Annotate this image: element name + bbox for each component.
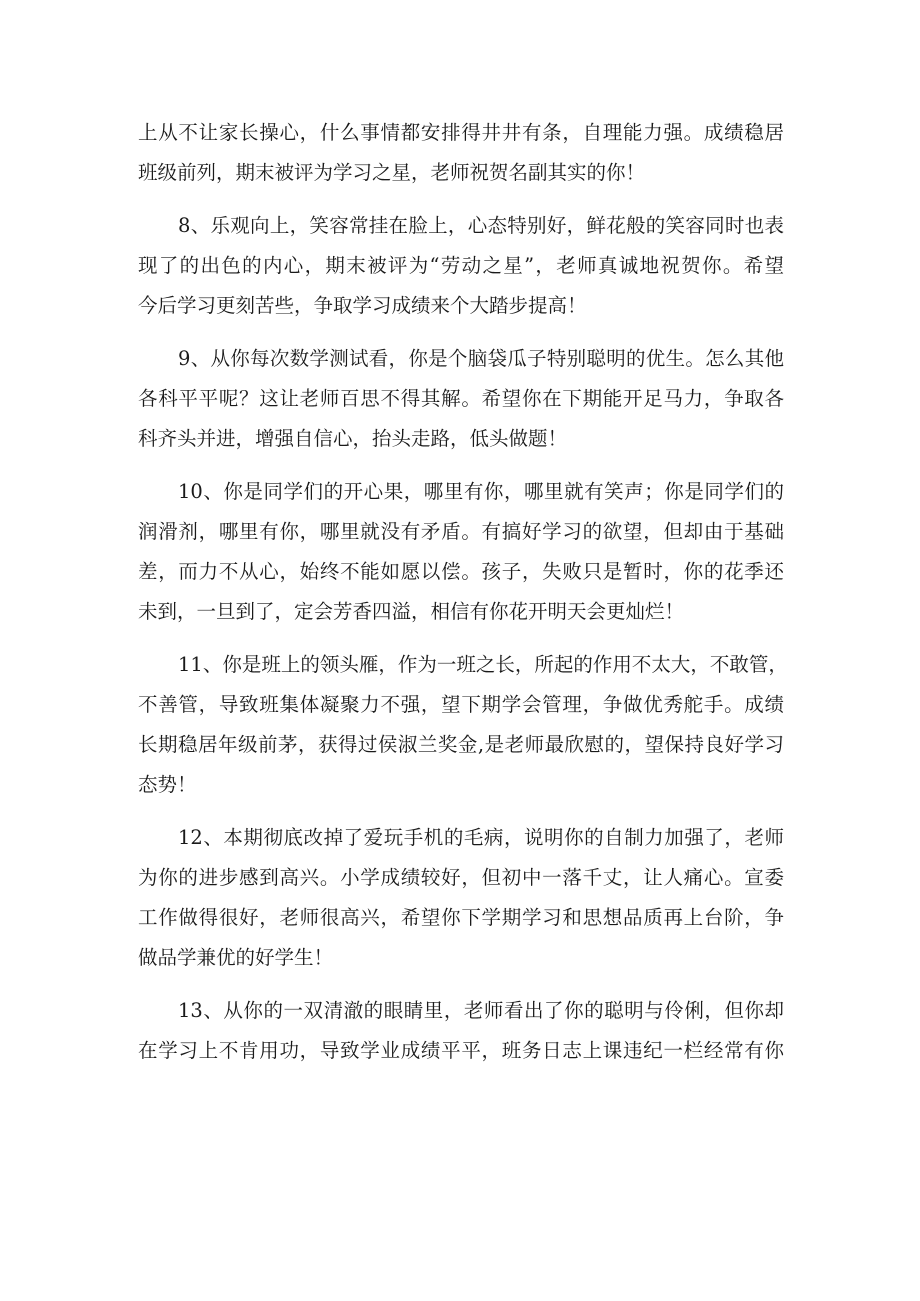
text-line: 工作做得很好，老师很高兴，希望你下学期学习和思想品质再上台阶，争 bbox=[138, 906, 784, 929]
paragraph-p11 bbox=[138, 645, 788, 805]
text-line: 13、从你的一双清澈的眼睛里，老师看出了你的聪明与伶俐，但你却 bbox=[178, 999, 784, 1022]
text-line: 未到，一旦到了，定会芳香四溢，相信有你花开明天会更灿烂！ bbox=[138, 600, 685, 623]
text-line: 上从不让家长操心，什么事情都安排得井井有条，自理能力强。成绩稳居 bbox=[138, 121, 784, 144]
paragraph-p12 bbox=[138, 818, 784, 978]
paragraph-p8 bbox=[138, 206, 784, 326]
text-line: 科齐头并进，增强自信心，抬头走路，低头做题！ bbox=[138, 427, 568, 450]
text-line: 10、你是同学们的开心果，哪里有你，哪里就有笑声；你是同学们的 bbox=[178, 480, 784, 503]
text-line: 态势！ bbox=[138, 773, 197, 796]
document-body bbox=[138, 113, 788, 1084]
paragraph-p10 bbox=[138, 472, 784, 632]
paragraph-p-cont bbox=[138, 113, 784, 193]
text-line: 各科平平呢？这让老师百思不得其解。希望你在下期能开足马力，争取各 bbox=[138, 387, 784, 410]
text-line: 班级前列，期末被评为学习之星，老师祝贺名副其实的你！ bbox=[138, 161, 646, 184]
text-line: 现了的出色的内心，期末被评为“劳动之星”，老师真诚地祝贺你。希望 bbox=[138, 254, 784, 277]
text-line: 做品学兼优的好学生！ bbox=[138, 946, 334, 969]
text-line: 今后学习更刻苦些，争取学习成绩来个大踏步提高！ bbox=[138, 294, 587, 317]
text-line: 润滑剂，哪里有你，哪里就没有矛盾。有搞好学习的欲望，但却由于基础 bbox=[138, 520, 784, 543]
text-line: 为你的进步感到高兴。小学成绩较好，但初中一落千丈，让人痛心。宣委 bbox=[138, 866, 784, 889]
paragraph-p9 bbox=[138, 339, 784, 459]
text-line: 不善管，导致班集体凝聚力不强，望下期学会管理，争做优秀舵手。成绩 bbox=[138, 693, 784, 716]
text-line: 12、本期彻底改掉了爱玩手机的毛病，说明你的自制力加强了，老师 bbox=[178, 826, 784, 849]
text-line: 9、从你每次数学测试看，你是个脑袋瓜子特别聪明的优生。怎么其他 bbox=[178, 347, 784, 370]
text-line: 长期稳居年级前茅，获得过侯淑兰奖金,是老师最欣慰的，望保持良好学习 bbox=[138, 733, 784, 756]
paragraph-p13 bbox=[138, 991, 784, 1071]
text-line: 差，而力不从心，始终不能如愿以偿。孩子，失败只是暂时，你的花季还 bbox=[138, 560, 784, 583]
text-line: 8、乐观向上，笑容常挂在脸上，心态特别好，鲜花般的笑容同时也表 bbox=[178, 214, 784, 237]
text-line: 11、你是班上的领头雁，作为一班之长，所起的作用不太大，不敢管， bbox=[178, 653, 788, 676]
text-line: 在学习上不肯用功，导致学业成绩平平，班务日志上课违纪一栏经常有你 bbox=[138, 1039, 784, 1062]
